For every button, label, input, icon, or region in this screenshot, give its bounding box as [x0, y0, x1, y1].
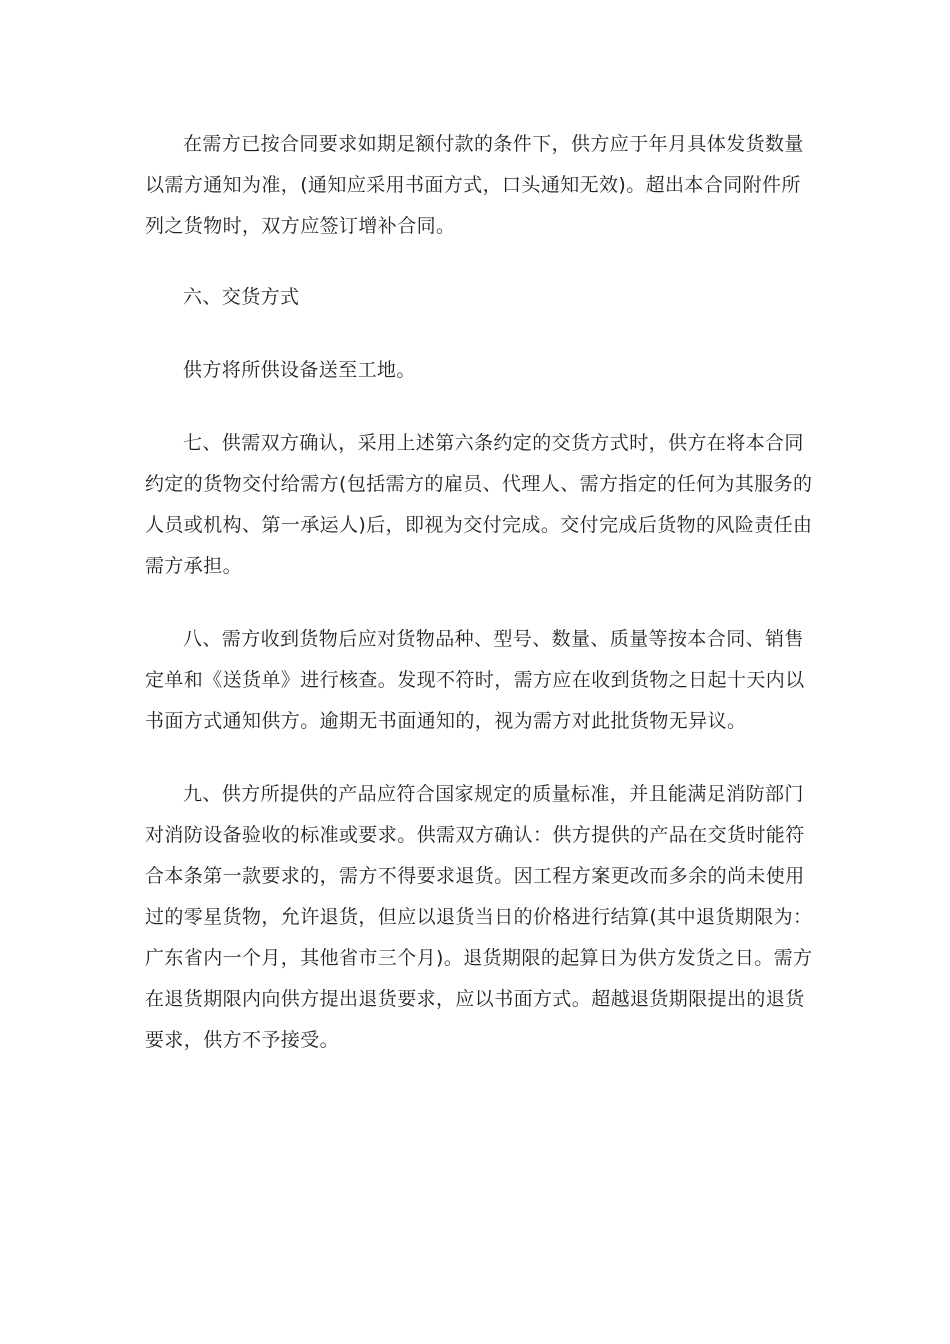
text-line: 定单和《送货单》进行核查。发现不符时，需方应在收到货物之日起十天内以 [145, 669, 805, 691]
text-line: 七、供需双方确认，采用上述第六条约定的交货方式时，供方在将本合同 [183, 432, 804, 454]
text-line: 书面方式通知供方。逾期无书面通知的，视为需方对此批货物无异议。 [145, 710, 747, 732]
document-body [145, 124, 813, 1061]
text-line: 过的零星货物，允许退货，但应以退货当日的价格进行结算(其中退货期限为： [145, 906, 813, 928]
text-line: 人员或机构、第一承运人)后，即视为交付完成。交付完成后货物的风险责任由 [145, 514, 813, 536]
text-line: 在退货期限内向供方提出退货要求，应以书面方式。超越退货期限提出的退货 [145, 988, 805, 1010]
text-line: 广东省内一个月，其他省市三个月)。退货期限的起算日为供方发货之日。需方 [145, 947, 813, 969]
text-line: 对消防设备验收的标准或要求。供需双方确认：供方提供的产品在交货时能符 [145, 824, 805, 846]
paragraph-delivery-site [145, 350, 805, 391]
text-line: 列之货物时，双方应签订增补合同。 [145, 215, 456, 237]
paragraph-delivery-quantity [145, 124, 805, 247]
text-line: 以需方通知为准，(通知应采用书面方式，口头通知无效)。超出本合同附件所 [145, 174, 801, 196]
paragraph-clause-eight [145, 619, 805, 742]
text-line: 在需方已按合同要求如期足额付款的条件下，供方应于年月具体发货数量 [183, 133, 804, 155]
text-line: 合本条第一款要求的，需方不得要求退货。因工程方案更改而多余的尚未使用 [145, 865, 805, 887]
text-line: 九、供方所提供的产品应符合国家规定的质量标准，并且能满足消防部门 [183, 783, 804, 805]
text-line: 供方将所供设备送至工地。 [183, 359, 416, 381]
text-line: 六、交货方式 [183, 286, 300, 308]
text-line: 需方承担。 [145, 555, 243, 577]
text-line: 要求，供方不予接受。 [145, 1029, 340, 1051]
section-heading-delivery-method [145, 277, 805, 318]
text-line: 八、需方收到货物后应对货物品种、型号、数量、质量等按本合同、销售 [183, 628, 804, 650]
paragraph-clause-nine [145, 774, 813, 1061]
text-line: 约定的货物交付给需方(包括需方的雇员、代理人、需方指定的任何为其服务的 [145, 473, 813, 495]
paragraph-clause-seven [145, 423, 813, 587]
